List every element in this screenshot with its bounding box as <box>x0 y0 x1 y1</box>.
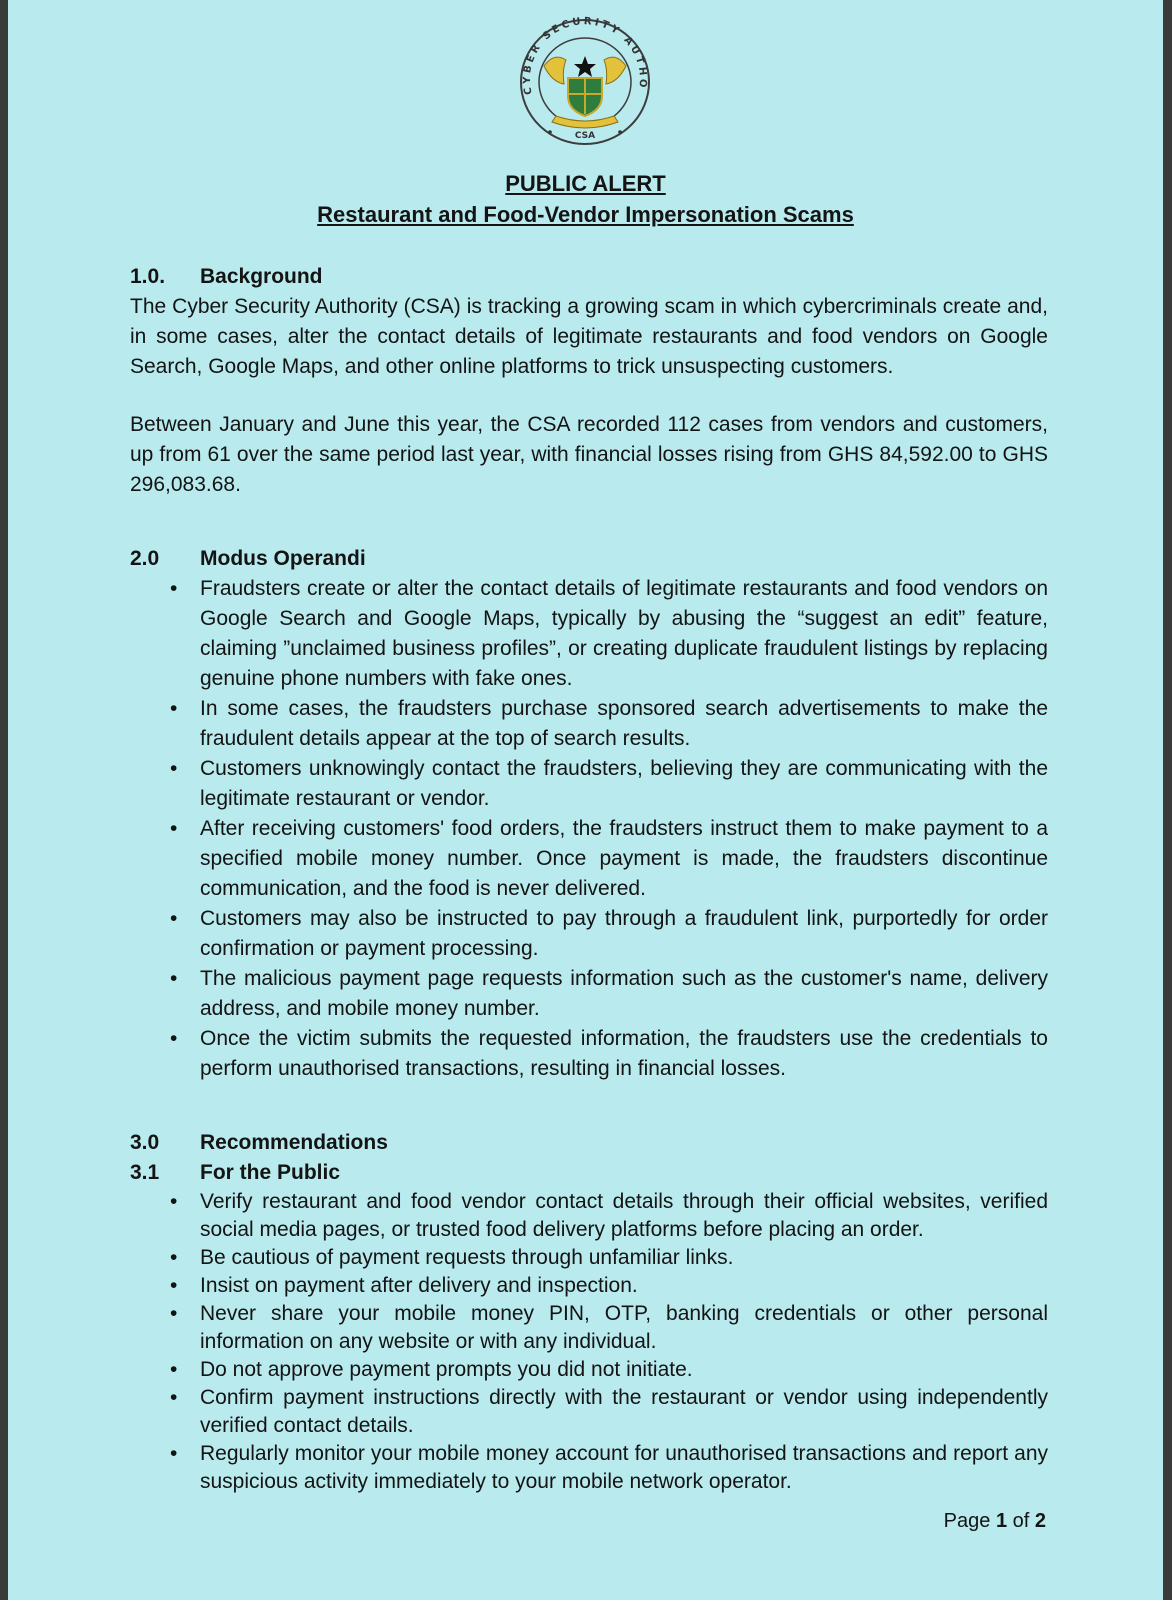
subsection-heading-for-the-public <box>130 1158 1048 1188</box>
document-page <box>8 0 1163 1600</box>
of-word: of <box>1012 1510 1030 1532</box>
section-number: 1.0. <box>130 265 166 288</box>
csa-seal-logo <box>512 14 658 146</box>
list-item: • Insist on payment after delivery and inspection. <box>130 1272 1048 1300</box>
list-item: • Be cautious of payment requests through unfamiliar links. <box>130 1244 1048 1272</box>
current-page: 1 <box>995 1510 1008 1532</box>
alert-content <box>130 262 1048 1496</box>
section-number: 2.0 <box>130 547 160 570</box>
modus-operandi-list <box>130 574 1048 1084</box>
list-item: • Regularly monitor your mobile money account for unauthorised transactions and report any suspicious activity immediately to your mobile network operator. <box>130 1440 1048 1496</box>
section-heading-recommendations <box>130 1128 1048 1158</box>
total-pages: 2 <box>1034 1510 1046 1532</box>
alert-subtitle: Restaurant and Food-Vendor Impersonation Scams <box>317 202 854 227</box>
alert-title: PUBLIC ALERT <box>505 171 666 196</box>
list-item: • In some cases, the fraudsters purchase sponsored search advertisements to make the fraudulent details appear at the top of search results. <box>130 694 1048 754</box>
list-item: • Confirm payment instructions directly with the restaurant or vendor using independently verified contact details. <box>130 1384 1048 1440</box>
svg-text:CSA: CSA <box>574 131 596 141</box>
section-number: 3.0 <box>130 1131 160 1154</box>
page-word: Page <box>943 1510 991 1532</box>
list-item: • The malicious payment page requests information such as the customer's name, delivery address, and mobile money number. <box>130 964 1048 1024</box>
subsection-title: For the Public <box>200 1161 341 1184</box>
seal-emblem-icon <box>512 14 658 146</box>
list-item: • After receiving customers' food orders, the fraudsters instruct them to make payment to a specified mobile money number. Once payment is made, the fraudsters discontinue communication, and the food is never delivered. <box>130 814 1048 904</box>
subsection-number: 3.1 <box>130 1161 160 1184</box>
list-item: • Never share your mobile money PIN, OTP, banking credentials or other personal information on any website or with any individual. <box>130 1300 1048 1356</box>
list-item: • Customers may also be instructed to pay through a fraudulent link, purportedly for order confirmation or payment processing. <box>130 904 1048 964</box>
svg-text:CYBER SECURITY AUTHORITY: CYBER SECURITY AUTHO <box>521 16 649 96</box>
section-title: Modus Operandi <box>200 547 366 570</box>
public-recommendations-list <box>130 1188 1048 1496</box>
section-heading-background <box>130 262 1048 292</box>
list-item: • Once the victim submits the requested information, the fraudsters use the credentials to perform unauthorised transactions, resulting in financial losses. <box>130 1024 1048 1084</box>
list-item: • Customers unknowingly contact the fraudsters, believing they are communicating with the legitimate restaurant or vendor. <box>130 754 1048 814</box>
list-item: • Verify restaurant and food vendor contact details through their official websites, verified social media pages, or trusted food delivery platforms before placing an order. <box>130 1188 1048 1244</box>
section-title: Recommendations <box>200 1131 388 1154</box>
background-paragraph-2: Between January and June this year, the CSA recorded 112 cases from vendors and customers, up from 61 over the same period last year, with financial losses rising from GHS 84,592.00 to GHS 296,083.68. <box>130 413 1048 496</box>
list-item: • Do not approve payment prompts you did not initiate. <box>130 1356 1048 1384</box>
alert-title-block <box>8 168 1163 230</box>
section-heading-modus-operandi <box>130 544 1048 574</box>
list-item: • Fraudsters create or alter the contact details of legitimate restaurants and food vendors on Google Search and Google Maps, typically by abusing the “suggest an edit” feature, claiming ”unclaimed business profiles”, or creating duplicate fraudulent listings by replacing genuine phone numbers with fake ones. <box>130 574 1048 694</box>
page-number <box>916 1510 1046 1533</box>
background-paragraph-1: The Cyber Security Authority (CSA) is tracking a growing scam in which cybercriminals create and, in some cases, alter the contact details of legitimate restaurants and food vendors on Google Search, Google Maps, and other online platforms to trick unsuspecting customers. <box>130 295 1048 378</box>
section-title: Background <box>200 265 323 288</box>
